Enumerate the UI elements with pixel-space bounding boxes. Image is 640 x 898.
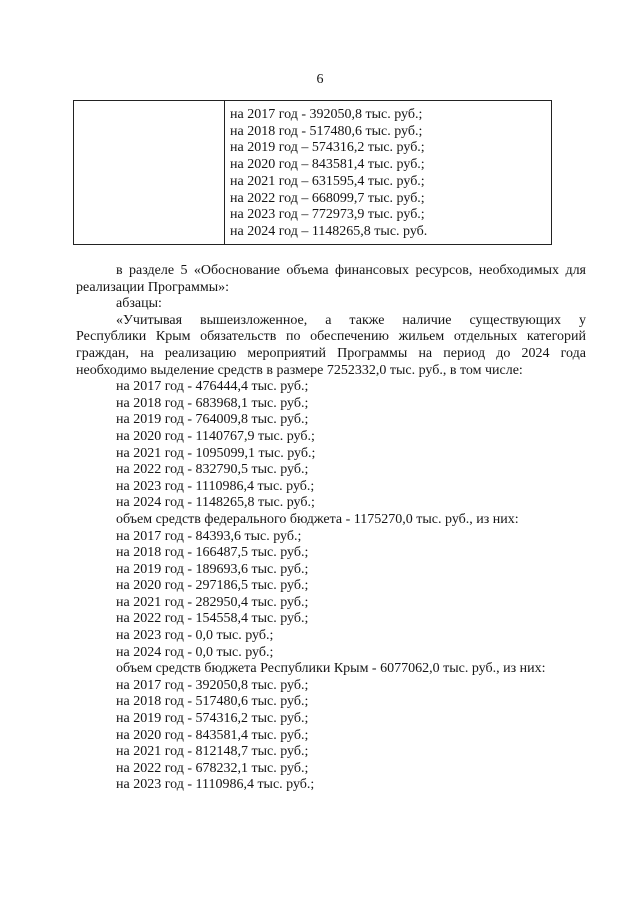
- federal-heading: объем средств федерального бюджета - 1175270,0 тыс. руб., из них:: [116, 511, 519, 527]
- table-line: на 2020 год – 843581,4 тыс. руб.;: [230, 157, 425, 173]
- list-item: на 2022 год - 832790,5 тыс. руб.;: [116, 462, 309, 478]
- table-line: на 2022 год – 668099,7 тыс. руб.;: [230, 190, 425, 206]
- funding-table: [73, 100, 552, 245]
- list-item: на 2018 год - 166487,5 тыс. руб.;: [116, 545, 309, 561]
- quote-line: граждан, на реализацию мероприятий Программы на период до 2024 года: [76, 345, 586, 361]
- table-line: на 2017 год - 392050,8 тыс. руб.;: [230, 107, 423, 122]
- list-item: на 2024 год - 1148265,8 тыс. руб.;: [116, 495, 315, 511]
- list-item: на 2020 год - 1140767,9 тыс. руб.;: [116, 428, 315, 444]
- table-line: на 2024 год – 1148265,8 тыс. руб.: [230, 223, 428, 239]
- quote-line: Республики Крым обязательств по обеспечению жильем отдельных категорий: [76, 329, 586, 345]
- document-body: [76, 263, 586, 794]
- list-item: на 2020 год - 843581,4 тыс. руб.;: [116, 727, 309, 743]
- list-item: на 2017 год - 84393,6 тыс. руб.;: [116, 528, 302, 544]
- crimea-by-year-list: [76, 678, 586, 794]
- section-intro-line: в разделе 5 «Обоснование объема финансовых ресурсов, необходимых для: [116, 263, 586, 278]
- list-item: на 2019 год - 764009,8 тыс. руб.;: [116, 412, 309, 428]
- list-item: на 2023 год - 1110986,4 тыс. руб.;: [116, 777, 315, 793]
- list-item: на 2021 год - 282950,4 тыс. руб.;: [116, 594, 309, 610]
- page-number: 6: [316, 72, 324, 87]
- table-line: на 2023 год – 772973,9 тыс. руб.;: [230, 207, 425, 223]
- list-item: на 2023 год - 0,0 тыс. руб.;: [116, 628, 274, 644]
- total-by-year-list: [76, 379, 586, 528]
- list-item: на 2020 год - 297186,5 тыс. руб.;: [116, 578, 309, 594]
- table-right-cell: [230, 107, 427, 241]
- list-item: на 2021 год - 1095099,1 тыс. руб.;: [116, 445, 316, 461]
- list-item: на 2024 год - 0,0 тыс. руб.;: [116, 644, 274, 660]
- list-item: на 2017 год - 476444,4 тыс. руб.;: [116, 379, 309, 395]
- quote-line: «Учитывая вышеизложенное, а также наличие существующих у: [116, 312, 586, 328]
- section-intro-line: реализации Программы»:: [76, 279, 230, 295]
- federal-by-year-list: [76, 529, 586, 678]
- list-item: на 2017 год - 392050,8 тыс. руб.;: [116, 677, 309, 693]
- list-item: на 2018 год - 683968,1 тыс. руб.;: [116, 395, 309, 411]
- crimea-heading: объем средств бюджета Республики Крым - 6077062,0 тыс. руб., из них:: [116, 661, 546, 677]
- list-item: на 2022 год - 678232,1 тыс. руб.;: [116, 760, 309, 776]
- list-item: на 2023 год - 1110986,4 тыс. руб.;: [116, 478, 315, 494]
- list-item: на 2021 год - 812148,7 тыс. руб.;: [116, 744, 309, 760]
- quote-line: необходимо выделение средств в размере 7252332,0 тыс. руб., в том числе:: [76, 362, 523, 378]
- list-item: на 2019 год - 189693,6 тыс. руб.;: [116, 561, 309, 577]
- list-item: на 2022 год - 154558,4 тыс. руб.;: [116, 611, 309, 627]
- table-line: на 2018 год - 517480,6 тыс. руб.;: [230, 123, 423, 139]
- table-line: на 2019 год – 574316,2 тыс. руб.;: [230, 140, 425, 156]
- table-column-divider: [224, 101, 225, 244]
- paragraphs-label: абзацы:: [116, 296, 162, 312]
- list-item: на 2018 год - 517480,6 тыс. руб.;: [116, 694, 309, 710]
- table-line: на 2021 год – 631595,4 тыс. руб.;: [230, 173, 425, 189]
- list-item: на 2019 год - 574316,2 тыс. руб.;: [116, 711, 309, 727]
